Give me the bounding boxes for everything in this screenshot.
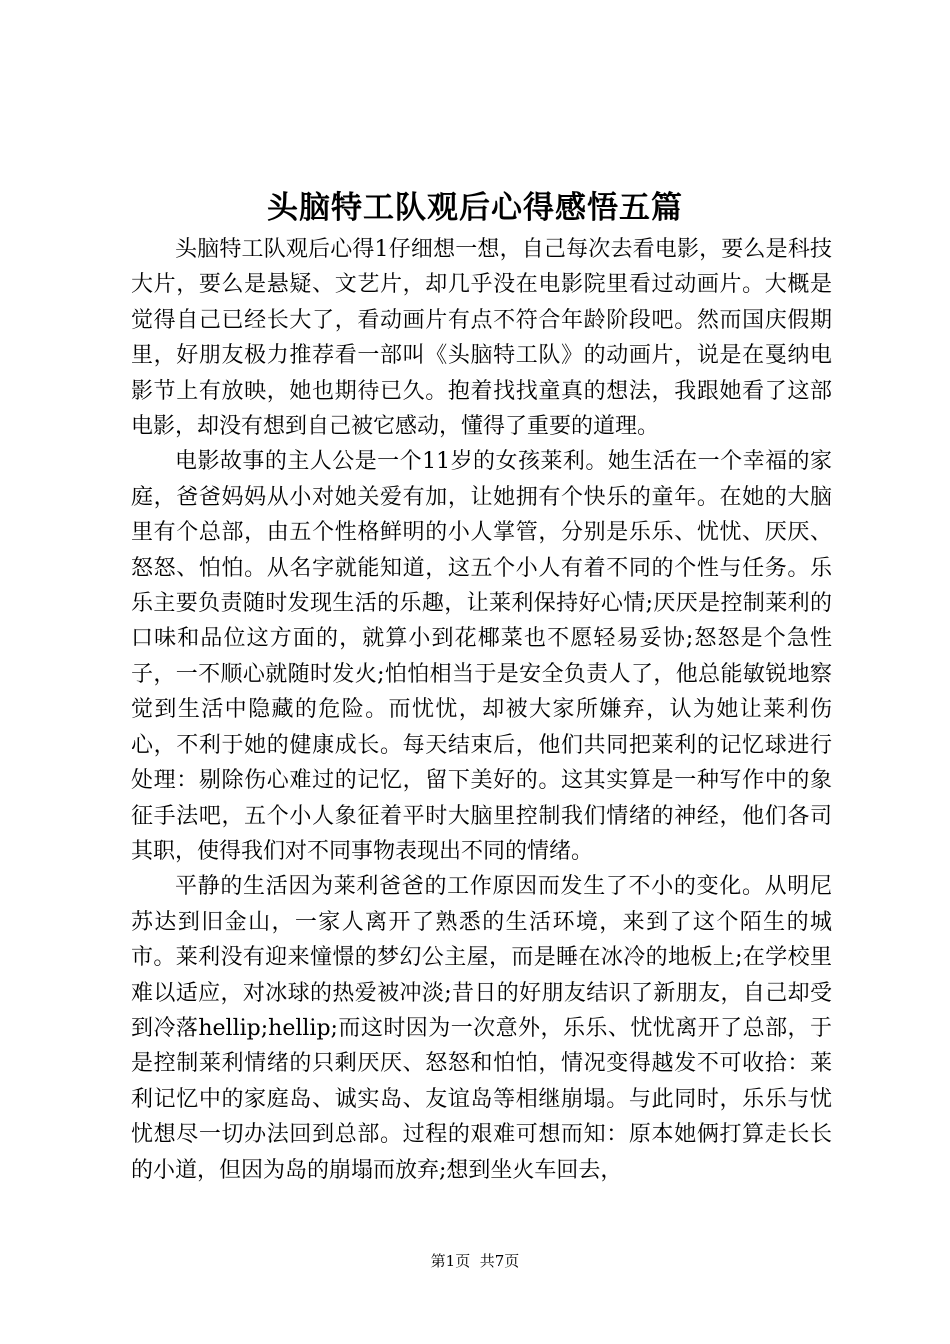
paragraph: 电影故事的主人公是一个11岁的女孩莱利。她生活在一个幸福的家庭，爸爸妈妈从小对她关爱有加，让她拥有个快乐的童年。在她的大脑里有个总部，由五个性格鲜明的小人掌管，分别是乐乐、忧忧、厌厌、怒怒、怕怕。从名字就能知道，这五个小人有着不同的个性与任务。乐乐主要负责随时发现生活的乐趣，让莱利保持好心情;厌厌是控制莱利的口味和品位这方面的，就算小到花椰菜也不愿轻易妥协;怒怒是个急性子，一不顺心就随时发火;怕怕相当于是安全负责人了，他总能敏锐地察觉到生活中隐藏的危险。而忧忧，却被大家所嫌弃，认为她让莱利伤心，不利于她的健康成长。每天结束后，他们共同把莱利的记忆球进行处理：剔除伤心难过的记忆，留下美好的。这其实算是一种写作中的象征手法吧，五个小人象征着平时大脑里控制我们情绪的神经，他们各司其职，使得我们对不同事物表现出不同的情绪。	[131, 449, 832, 864]
page-total: 共7页	[479, 1252, 520, 1270]
page-number: 第1页	[430, 1252, 471, 1270]
paragraph: 头脑特工队观后心得1仔细想一想，自己每次去看电影，要么是科技大片，要么是悬疑、文艺片，却几乎没在电影院里看过动画片。大概是觉得自己已经长大了，看动画片有点不符合年龄阶段吧。然而国庆假期里，好朋友极力推荐看一部叫《头脑特工队》的动画片，说是在戛纳电影节上有放映，她也期待已久。抱着找找童真的想法，我跟她看了这部电影，却没有想到自己被它感动，懂得了重要的道理。	[131, 237, 832, 440]
document-body	[131, 232, 832, 1188]
footer-separator	[470, 1252, 480, 1270]
page-footer	[0, 1250, 950, 1272]
document-title: 头脑特工队观后心得感悟五篇	[267, 190, 683, 226]
paragraph: 平静的生活因为莱利爸爸的工作原因而发生了不小的变化。从明尼苏达到旧金山，一家人离开了熟悉的生活环境，来到了这个陌生的城市。莱利没有迎来憧憬的梦幻公主屋，而是睡在冰冷的地板上;在学校里难以适应，对冰球的热爱被冲淡;昔日的好朋友结识了新朋友，自己却受到冷落hellip;hellip;而这时因为一次意外，乐乐、忧忧离开了总部，于是控制莱利情绪的只剩厌厌、怒怒和怕怕，情况变得越发不可收拾：莱利记忆中的家庭岛、诚实岛、友谊岛等相继崩塌。与此同时，乐乐与忧忧想尽一切办法回到总部。过程的艰难可想而知：原本她俩打算走长长的小道，但因为岛的崩塌而放弃;想到坐火车回去，	[131, 874, 832, 1183]
